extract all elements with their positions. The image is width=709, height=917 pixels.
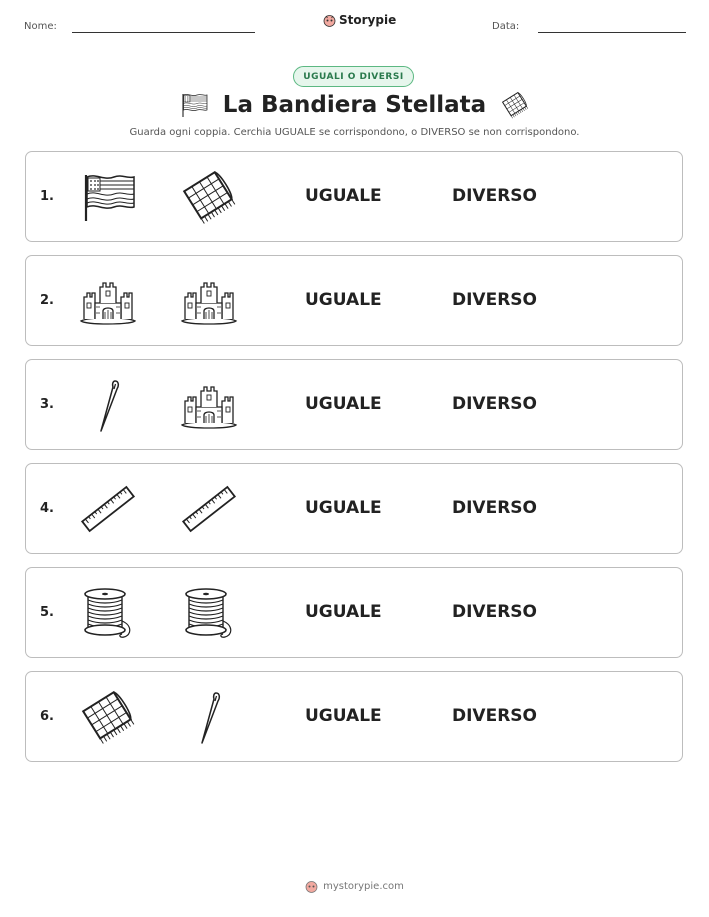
needle-icon — [78, 377, 138, 433]
option-different[interactable]: DIVERSO — [452, 602, 537, 622]
thread-spool-icon — [179, 585, 239, 641]
option-same[interactable]: UGUALE — [305, 394, 382, 414]
storypie-mascot-icon — [305, 880, 318, 893]
option-same[interactable]: UGUALE — [305, 706, 382, 726]
quilt-icon — [78, 689, 138, 745]
brand-logo — [323, 13, 396, 27]
quilt-icon — [500, 91, 530, 119]
exercise-row — [25, 463, 683, 554]
row-number: 4. — [40, 501, 54, 516]
footer — [0, 880, 709, 893]
name-label: Nome: — [24, 21, 57, 32]
name-field[interactable] — [72, 32, 255, 33]
thread-spool-icon — [78, 585, 138, 641]
page-title — [0, 91, 709, 119]
brand-name: Storypie — [339, 13, 397, 27]
exercise-row — [25, 359, 683, 450]
row-number: 1. — [40, 189, 54, 204]
worksheet-type-badge: UGUALI O DIVERSI — [293, 66, 414, 87]
quilt-icon — [179, 169, 239, 225]
footer-url: mystorypie.com — [323, 881, 404, 892]
option-same[interactable]: UGUALE — [305, 290, 382, 310]
option-different[interactable]: DIVERSO — [452, 706, 537, 726]
option-same[interactable]: UGUALE — [305, 498, 382, 518]
option-same[interactable]: UGUALE — [305, 186, 382, 206]
option-different[interactable]: DIVERSO — [452, 394, 537, 414]
flag-icon — [78, 169, 138, 225]
ruler-icon — [78, 481, 138, 537]
row-number: 3. — [40, 397, 54, 412]
castle-icon — [179, 273, 239, 329]
option-different[interactable]: DIVERSO — [452, 186, 537, 206]
exercise-row — [25, 151, 683, 242]
storypie-mascot-icon — [323, 14, 336, 27]
needle-icon — [179, 689, 239, 745]
title-text: La Bandiera Stellata — [222, 92, 487, 118]
exercise-row — [25, 567, 683, 658]
option-different[interactable]: DIVERSO — [452, 498, 537, 518]
ruler-icon — [179, 481, 239, 537]
option-same[interactable]: UGUALE — [305, 602, 382, 622]
row-number: 6. — [40, 709, 54, 724]
flag-icon — [179, 91, 209, 119]
date-label: Data: — [492, 21, 520, 32]
option-different[interactable]: DIVERSO — [452, 290, 537, 310]
castle-icon — [78, 273, 138, 329]
row-number: 5. — [40, 605, 54, 620]
exercise-row — [25, 255, 683, 346]
instructions: Guarda ogni coppia. Cerchia UGUALE se corrispondono, o DIVERSO se non corrispondono. — [129, 127, 580, 138]
castle-icon — [179, 377, 239, 433]
exercise-row — [25, 671, 683, 762]
row-number: 2. — [40, 293, 54, 308]
date-field[interactable] — [538, 32, 686, 33]
